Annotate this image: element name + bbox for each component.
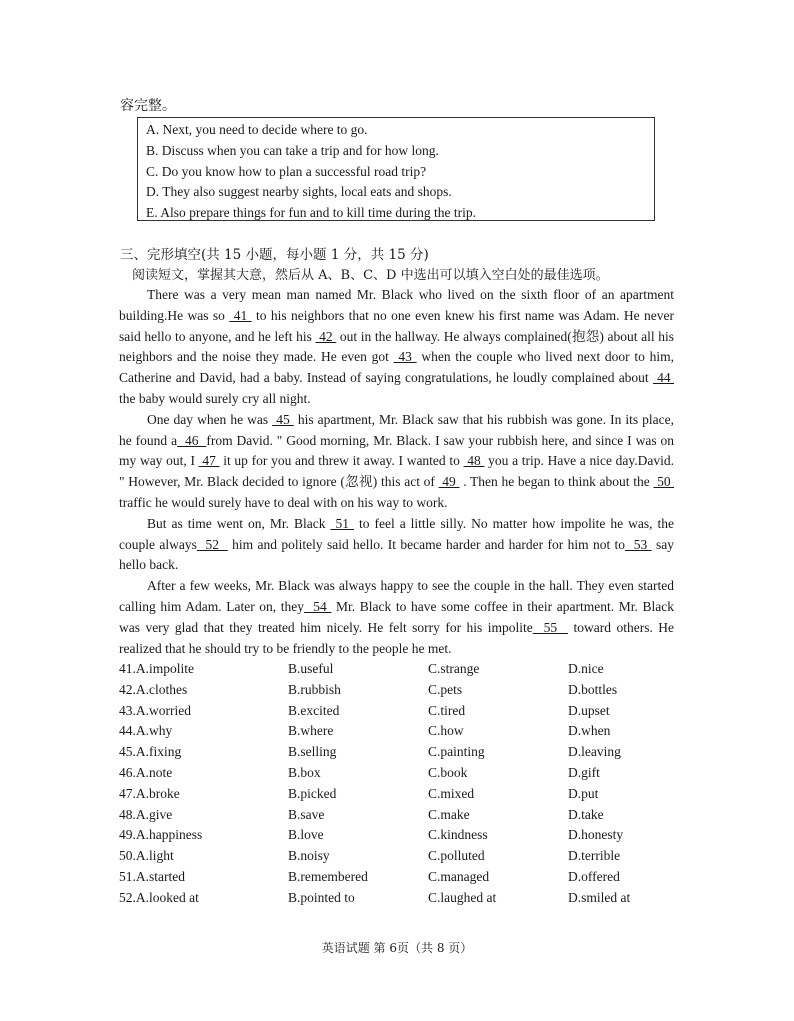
blank-53: 53 [625,536,652,552]
blank-51: 51 [330,515,354,531]
option-b: B. Discuss when you can take a trip and for how long. [146,142,439,158]
choice-d: D.honesty [568,827,624,843]
paragraph-2 [119,410,674,514]
choice-a: 49.A.happiness [119,827,203,843]
section-heading: 三、完形填空(共 15 小题，每小题 1 分，共 15 分) [120,247,429,263]
choice-c: C.managed [428,868,490,884]
choice-row-47 [119,784,679,805]
blank-45: 45 [272,411,294,427]
choice-d: D.terrible [568,848,621,864]
choice-a: 52.A.looked at [119,889,199,905]
choice-d: D.gift [568,764,600,780]
passage-text: But as time went on, Mr. Black [147,515,331,531]
choice-a: 43.A.worried [119,702,191,718]
choice-c: C.how [428,723,464,739]
choice-d: D.take [568,806,604,822]
paragraph-1 [119,285,674,410]
blank-49: 49 [438,474,460,490]
choice-c: C.polluted [428,848,485,864]
choice-row-49 [119,825,679,846]
choice-row-44 [119,721,679,742]
blank-41: 41 [229,307,252,323]
choice-d: D.leaving [568,744,621,760]
choice-row-42 [119,680,679,701]
choice-row-48 [119,805,679,826]
blank-50: 50 [653,474,674,490]
passage-text: There was a very mean man named Mr. Black who lived on the sixth floor of an apartment building.He was so [119,287,674,323]
blank-55: 55 [532,619,569,635]
choice-b: B.picked [288,785,337,801]
choice-row-51 [119,867,679,888]
blank-44: 44 [652,370,674,386]
choice-b: B.where [288,723,334,739]
passage-text: it up for you and threw it away. I wanted to [219,453,464,469]
choice-b: B.excited [288,702,340,718]
passage-text: from David. " Good morning, Mr. Black. I saw your rubbish here, and since I was on my way out, I [119,432,675,469]
blank-42: 42 [315,328,337,344]
choice-b: B.love [288,827,324,843]
passage-text: traffic he would surely have to deal with on his way to work. [119,494,448,510]
option-d: D. They also suggest nearby sights, local eats and shops. [146,184,452,200]
choice-b: B.selling [288,744,337,760]
choice-d: D.smiled at [568,889,631,905]
choice-a: 51.A.started [119,868,185,884]
choice-a: 44.A.why [119,723,173,739]
page-footer: 英语试题 第 6页（共 8 页） [321,941,473,955]
passage-text: him and politely said hello. It became harder and harder for him not to [227,536,626,552]
passage-text: . Then he began to think about the [459,474,654,490]
choice-c: C.strange [428,661,480,676]
choice-b: B.save [288,806,325,822]
choice-row-43 [119,701,679,722]
options-box [137,117,655,221]
blank-47: 47 [198,453,220,469]
choice-a: 42.A.clothes [119,681,188,697]
choice-c: C.painting [428,744,485,760]
lead-text: 容完整。 [120,98,176,114]
passage-text: his apartment, Mr. Black saw that his rubbish was gone. In its place, he found a [119,411,675,448]
choice-c: C.book [428,764,468,780]
choice-b: B.pointed to [288,889,355,905]
passage-text: toward others. He realized that he should try to be friendly to the people he met. [119,619,675,656]
choice-a: 45.A.fixing [119,744,182,760]
choice-a: 50.A.light [119,848,174,864]
passage-text: out in the hallway. He always complained(抱怨) about all his neighbors and the noise they made. He even got [119,328,675,365]
passage-text: After a few weeks, Mr. Black was always happy to see the couple in the hall. They even started calling him Adam. Later on, they [119,578,674,614]
choice-b: B.noisy [288,848,330,864]
choice-d: D.offered [568,868,620,884]
blank-52: 52 [196,536,228,552]
choice-c: C.mixed [428,785,475,801]
choice-a: 46.A.note [119,764,173,780]
passage-text: the baby would surely cry all night. [119,390,311,406]
instructions: 阅读短文，掌握其大意，然后从 A、B、C、D 中选出可以填入空白处的最佳选项。 [132,268,609,283]
choice-a: 47.A.broke [119,785,180,801]
choice-c: C.pets [428,681,463,697]
choice-d: D.when [568,723,611,739]
choice-row-50 [119,846,679,867]
choice-row-41 [119,659,679,680]
cloze-passage [119,285,674,659]
blank-54: 54 [304,598,332,614]
choice-d: D.nice [568,661,604,676]
choice-d: D.put [568,785,599,801]
passage-text: when the couple who lived next door to him, Catherine and David, had a baby. Instead of saying congratulations, he loudly complained about [119,349,675,386]
choice-list [119,659,679,909]
passage-text: you a trip. Have a nice day.David. " However, Mr. Black decided to ignore (忽视) this act of [119,453,675,490]
choice-b: B.box [288,764,321,780]
choice-b: B.useful [288,661,334,676]
blank-48: 48 [463,453,485,469]
choice-c: C.kindness [428,827,488,843]
paragraph-3 [119,514,674,576]
option-c: C. Do you know how to plan a successful road trip? [146,163,427,179]
paragraph-4 [119,576,674,659]
choice-b: B.rubbish [288,681,341,697]
option-a: A. Next, you need to decide where to go. [146,122,368,137]
choice-d: D.upset [568,702,610,718]
choice-row-52 [119,888,679,909]
passage-text: to feel a little silly. No matter how impolite he was, the couple always [119,515,674,552]
choice-a: 48.A.give [119,806,173,822]
passage-text: to his neighbors that no one even knew his first name was Adam. He never said hello to anyone, and he left his [119,307,675,344]
choice-row-45 [119,742,679,763]
choice-c: C.tired [428,702,466,718]
passage-text: say hello back. [119,536,674,573]
choice-a: 41.A.impolite [119,661,194,676]
choice-row-46 [119,763,679,784]
option-e: E. Also prepare things for fun and to kill time during the trip. [146,205,476,221]
choice-d: D.bottles [568,681,618,697]
blank-43: 43 [393,349,417,365]
passage-text: Mr. Black to have some coffee in their apartment. Mr. Black was very glad that they treated him nicely. He felt sorry for his impolite [119,598,674,635]
passage-text: One day when he was [147,411,273,427]
choice-b: B.remembered [288,868,368,884]
blank-46: 46 [177,432,207,448]
choice-c: C.laughed at [428,889,497,905]
choice-c: C.make [428,806,470,822]
